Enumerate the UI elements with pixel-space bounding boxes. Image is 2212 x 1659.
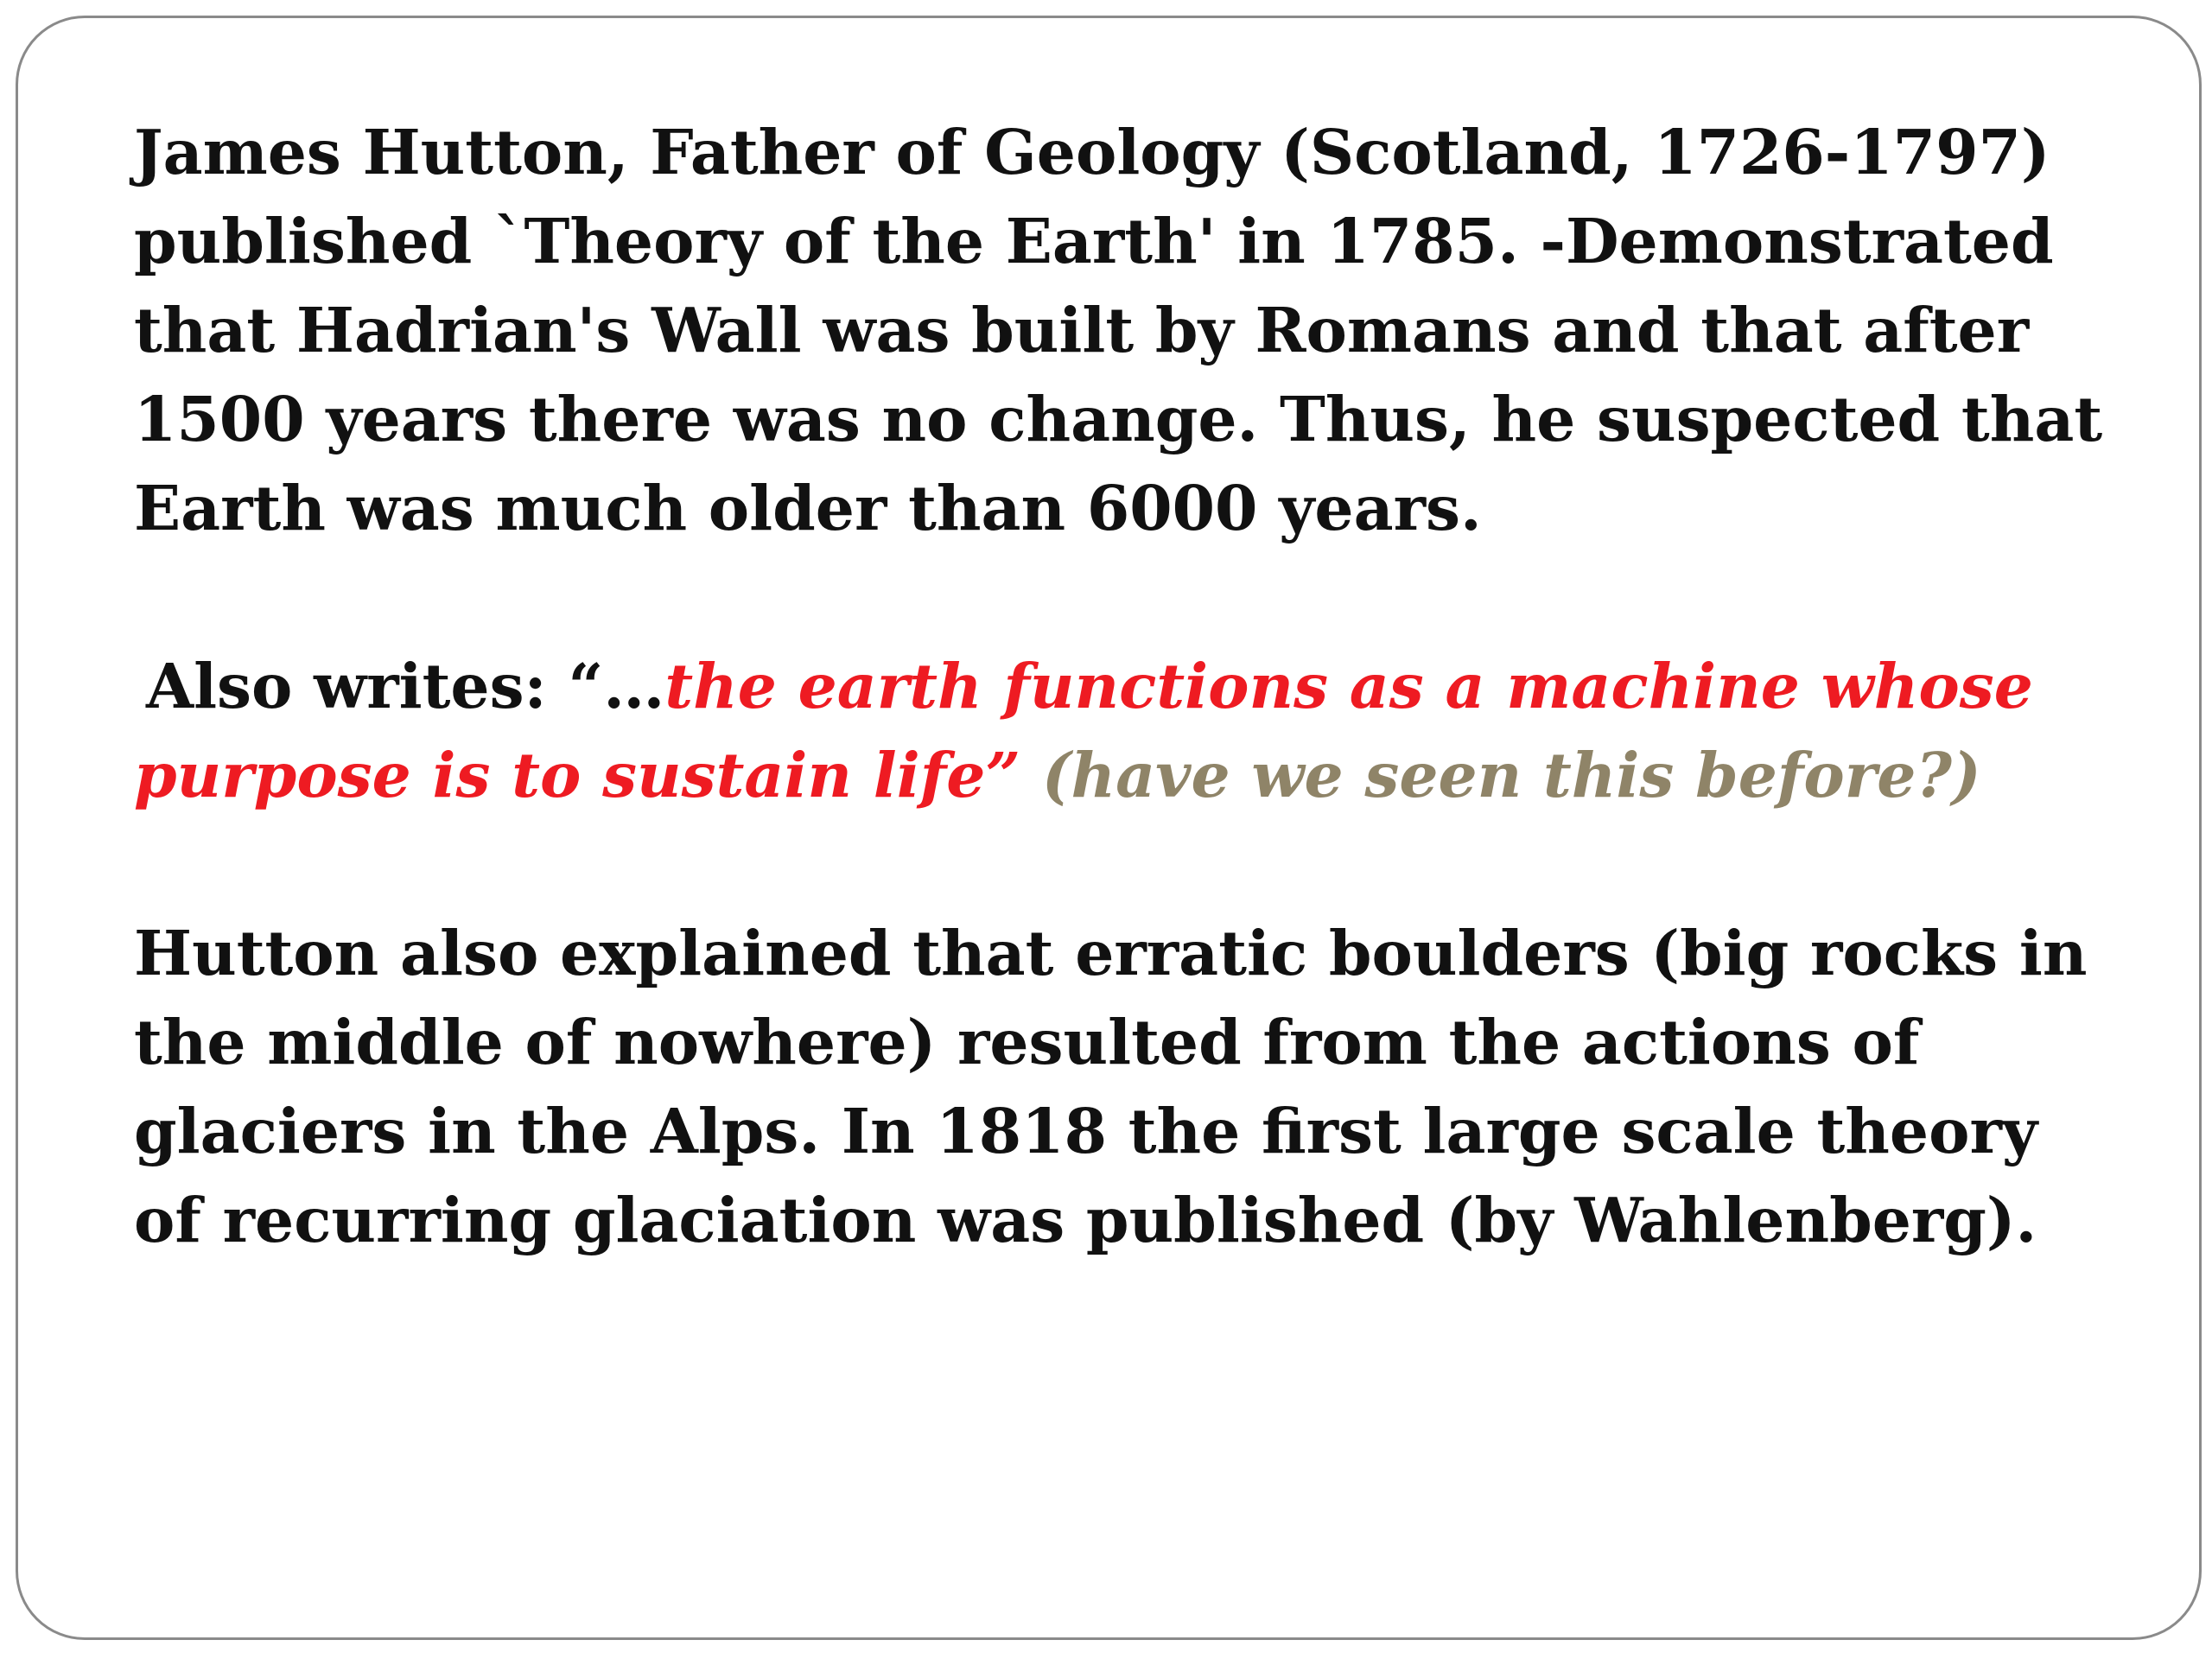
paragraph-spacer — [134, 553, 2121, 642]
paragraph-hutton-quote — [134, 642, 2121, 820]
quote-aside: (have we seen this before?) — [1041, 739, 1981, 811]
paragraph-hutton-intro: James Hutton, Father of Geology (Scotland, 1726-1797) published `Theory of the Earth' in 1785. -Demonstrated that Hadrian's Wall was built by Romans and that after 1500 years there was no change. Thus, he suspected that Earth was much older than 6000 years. — [134, 116, 2103, 544]
slide-content — [134, 108, 2121, 1265]
quote-text: the earth functions as a machine whose purpose is to sustain life” — [134, 650, 2033, 811]
paragraph-erratic-boulders: Hutton also explained that erratic boulders (big rocks in the middle of nowhere) resulted from the actions of glaciers in the Alps. In 1818 the first large scale theory of recurring glaciation was published (by Wahlenberg). — [134, 917, 2088, 1256]
paragraph-spacer — [134, 820, 2121, 909]
quote-intro: Also writes: “… — [146, 650, 665, 722]
